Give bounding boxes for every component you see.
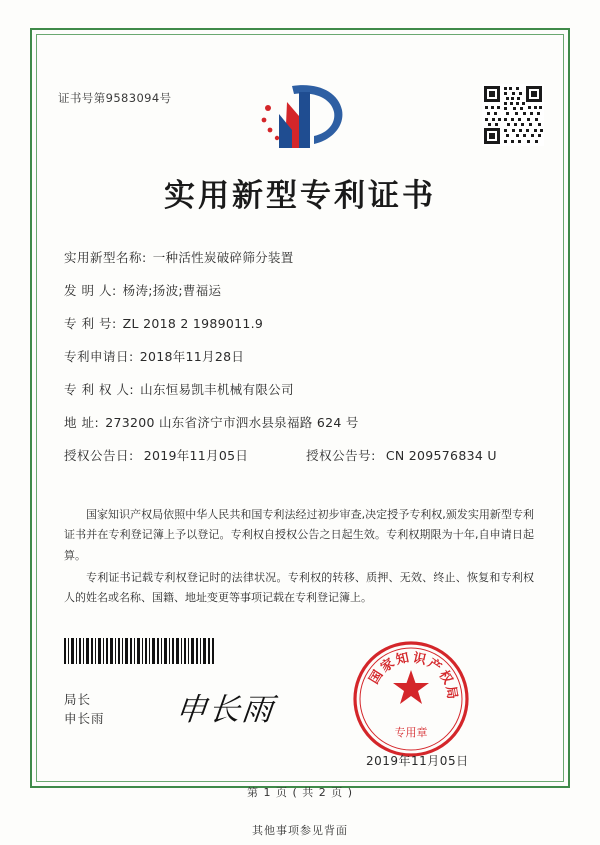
svg-text:国: 国 (366, 668, 387, 688)
footer-note: 其他事项参见背面 (252, 824, 348, 837)
field-value: 273200 山东省济宁市泗水县泉福路 624 号 (105, 415, 359, 430)
svg-text:知: 知 (394, 650, 411, 669)
qr-code-icon (482, 84, 544, 146)
svg-text:局: 局 (442, 685, 460, 701)
svg-text:专用章: 专用章 (394, 726, 428, 739)
field-value: 2018年11月28日 (139, 349, 245, 364)
legal-text (64, 505, 534, 611)
director-handwritten-signature: 申长雨 (173, 692, 277, 728)
grant-number-label: 授权公告号: (306, 448, 376, 463)
field-row-inventors (64, 281, 534, 299)
svg-text:家: 家 (378, 655, 398, 676)
field-row-patent-no (64, 314, 534, 332)
svg-text:产: 产 (424, 655, 444, 676)
field-label: 地 址: (64, 415, 100, 430)
legal-paragraph-2: 专利证书记载专利权登记时的法律状况。专利权的转移、质押、无效、终止、恢复和专利权人的姓名或名称、国籍、地址变更等事项记载在专利登记簿上。 (64, 571, 534, 605)
field-row-grant (64, 446, 534, 464)
field-value: 山东恒易凯丰机械有限公司 (140, 382, 294, 397)
field-label: 实用新型名称: (64, 250, 147, 265)
director-title-block (64, 690, 105, 729)
cnipa-logo-icon (252, 78, 348, 154)
field-row-invention-name (64, 248, 534, 266)
seal-date: 2019年11月05日 (366, 754, 469, 768)
grant-date-value: 2019年11月05日 (143, 448, 249, 463)
field-value: 一种活性炭破碎筛分装置 (152, 250, 294, 265)
field-row-address (64, 413, 534, 431)
field-label: 发 明 人: (64, 283, 117, 298)
field-label: 专 利 号: (64, 316, 117, 331)
field-row-application-date (64, 347, 534, 365)
official-seal (352, 640, 470, 758)
svg-text:权: 权 (435, 668, 456, 688)
legal-paragraph-1: 国家知识产权局依照中华人民共和国专利法经过初步审查,决定授予专利权,颁发实用新型专利证书并在专利登记簿上予以登记。专利权自授权公告之日起生效。专利权期限为十年,自申请日起算。 (64, 508, 534, 562)
field-list (64, 248, 534, 479)
page-number: 第 1 页 ( 共 2 页 ) (246, 786, 354, 799)
page-title: 实用新型专利证书 (164, 178, 436, 214)
grant-date-group (64, 446, 248, 464)
field-value: ZL 2018 2 1989011.9 (122, 316, 264, 331)
certificate-number: 证书号第9583094号 (58, 91, 172, 105)
grant-number-value: CN 209576834 U (385, 448, 497, 463)
director-title-label: 局长 (64, 692, 92, 707)
field-label: 专利申请日: (64, 349, 134, 364)
grant-number-group (306, 446, 497, 464)
field-row-patentee (64, 380, 534, 398)
barcode-icon (64, 638, 214, 664)
director-name-label: 申长雨 (64, 711, 105, 727)
svg-text:识: 识 (411, 650, 428, 669)
field-value: 杨涛;扬波;曹福运 (122, 283, 222, 298)
grant-date-label: 授权公告日: (64, 448, 134, 463)
field-label: 专 利 权 人: (64, 382, 135, 397)
